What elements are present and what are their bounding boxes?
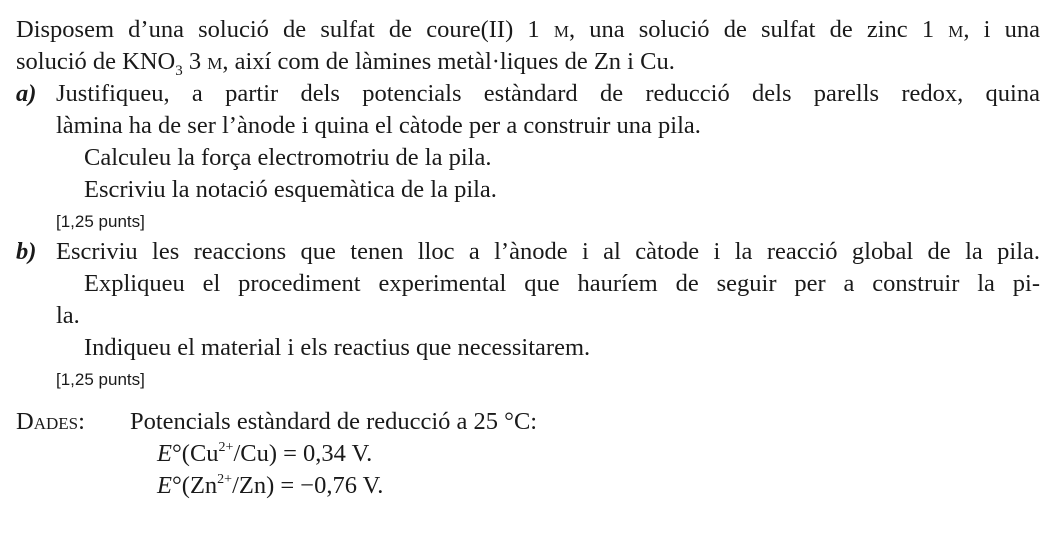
standard-symbol: ° xyxy=(171,472,182,499)
part-a-line-1 xyxy=(16,78,1040,110)
intro-text: solució de KNO xyxy=(16,48,176,75)
part-b-text: Expliqueu el procediment experimental que hauríem de seguir per a construir la pi- xyxy=(84,270,1040,297)
subscript: 3 xyxy=(175,63,183,79)
charge-superscript: 2+ xyxy=(218,440,234,455)
charge-superscript: 2+ xyxy=(217,472,233,487)
symbol-e: E xyxy=(157,472,172,499)
eq-text: /Zn) = −0,76 V. xyxy=(232,472,384,499)
part-a-text: Justifiqueu, a partir dels potencials estàndard de reducció dels parells redox, quina xyxy=(56,80,1040,107)
part-b-label: b) xyxy=(16,238,37,265)
intro-text: , i una xyxy=(963,16,1040,43)
part-b-line-4: Indiqueu el material i els reactius que necessitarem. xyxy=(84,334,591,361)
potential-zn xyxy=(16,470,1040,502)
part-a-label: a) xyxy=(16,80,37,107)
potential-cu xyxy=(16,438,1040,470)
intro-text: Disposem d’una solució de sulfat de coure(II) 1 xyxy=(16,16,554,43)
intro-line-1 xyxy=(16,14,1040,46)
dades-row xyxy=(16,406,1040,438)
symbol-e: E xyxy=(157,440,172,467)
intro-text: , una solució de sulfat de zinc 1 xyxy=(568,16,949,43)
eq-text: (Zn xyxy=(181,472,218,499)
part-b-line-2 xyxy=(16,268,1040,300)
exam-question xyxy=(16,14,1040,502)
part-b-line-3: la. xyxy=(56,302,80,329)
intro-text: , així com de làmines metàl·liques de Zn i Cu. xyxy=(222,48,675,75)
part-b-text: Escriviu les reaccions que tenen lloc a l’ànode i al càtode i la reacció global de la pila. xyxy=(56,238,1040,265)
molar-unit: m xyxy=(948,16,964,43)
part-a-line-4: Escriviu la notació esquemàtica de la pila. xyxy=(84,176,497,203)
eq-text: /Cu) = 0,34 V. xyxy=(233,440,373,467)
part-a-points: [1,25 punts] xyxy=(56,212,145,231)
intro-text: 3 xyxy=(182,48,208,75)
part-b-points: [1,25 punts] xyxy=(56,370,145,389)
dades-label: Dades: xyxy=(16,408,85,435)
part-b-line-1 xyxy=(16,236,1040,268)
part-a-line-2: làmina ha de ser l’ànode i quina el càtode per a construir una pila. xyxy=(56,112,701,139)
dades-intro: Potencials estàndard de reducció a 25 °C: xyxy=(130,408,538,435)
intro-line-2 xyxy=(16,46,1040,78)
standard-symbol: ° xyxy=(171,440,182,467)
eq-text: (Cu xyxy=(181,440,219,467)
molar-unit: m xyxy=(553,16,569,43)
part-a-line-3: Calculeu la força electromotriu de la pila. xyxy=(84,144,492,171)
molar-unit: m xyxy=(207,48,223,75)
